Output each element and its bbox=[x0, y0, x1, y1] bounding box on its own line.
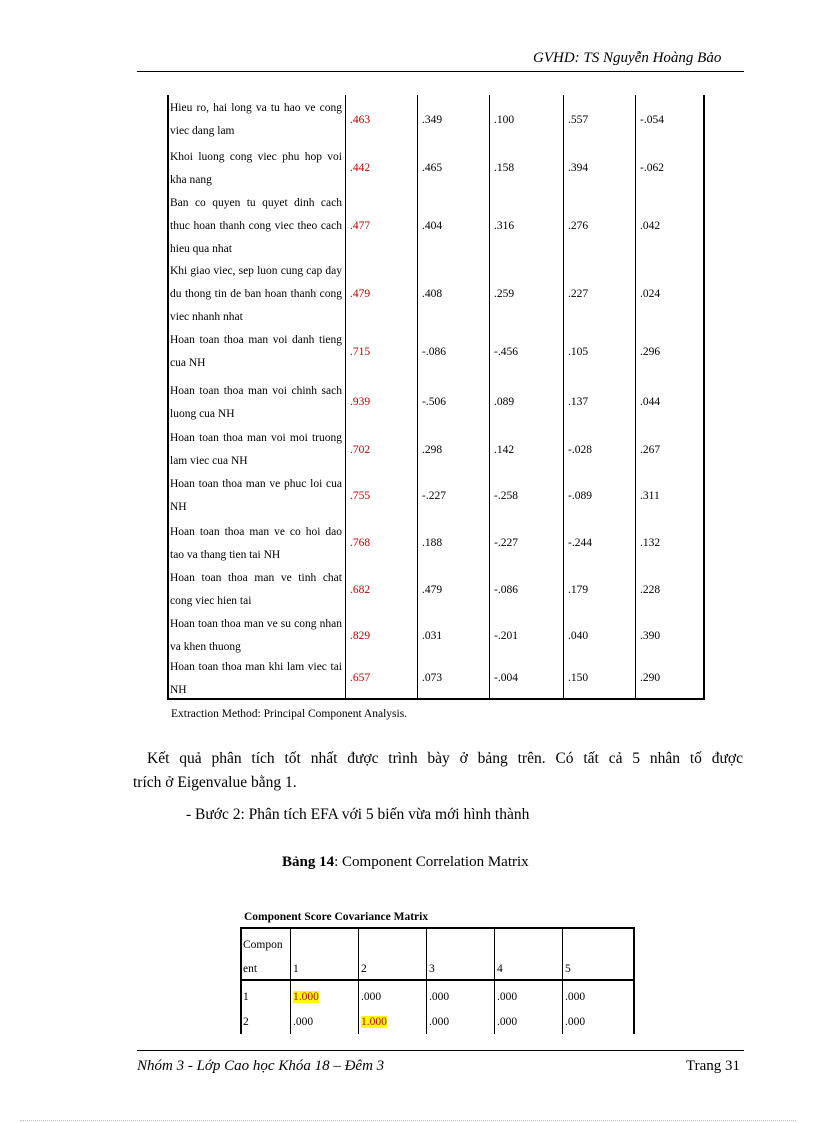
table-row bbox=[167, 377, 705, 428]
cov-col-header: 3 bbox=[429, 963, 435, 975]
page-header: GVHD: TS Nguyễn Hoàng Bảo bbox=[533, 50, 722, 66]
cell-component-5: -.054 bbox=[640, 114, 664, 126]
row-label: Khi giao viec, sep luon cung cap day du thong tin de ban hoan thanh cong viec nhanh nhat bbox=[170, 265, 342, 323]
cell-component-5: .228 bbox=[640, 584, 661, 596]
cell-component-1: .715 bbox=[350, 346, 371, 358]
cell-component-3: .100 bbox=[494, 114, 515, 126]
cov-col-divider bbox=[358, 929, 359, 1034]
row-label: Hieu ro, hai long va tu hao ve cong viec dang lam bbox=[170, 102, 342, 137]
cov-row-id: 1 bbox=[243, 991, 249, 1003]
cell-component-2: -.227 bbox=[422, 490, 446, 502]
cell-component-2: .188 bbox=[422, 537, 443, 549]
table-row bbox=[167, 428, 705, 472]
cell-component-3: .089 bbox=[494, 396, 515, 408]
cell-component-4: .040 bbox=[568, 630, 589, 642]
row-label: Hoan toan thoa man ve tinh chat cong viec hien tai bbox=[170, 572, 342, 607]
table-caption bbox=[282, 854, 529, 871]
extraction-note: Extraction Method: Principal Component Analysis. bbox=[171, 708, 408, 720]
cov-cell: .000 bbox=[565, 991, 586, 1003]
cell-component-5: .311 bbox=[640, 490, 660, 502]
cell-component-2: .031 bbox=[422, 630, 443, 642]
covariance-title: Component Score Covariance Matrix bbox=[244, 911, 429, 923]
cov-col-divider bbox=[562, 929, 563, 1034]
table-row bbox=[167, 192, 705, 261]
cell-component-5: .390 bbox=[640, 630, 661, 642]
cell-component-2: .408 bbox=[422, 288, 443, 300]
row-label: Hoan toan thoa man ve phuc loi cua NH bbox=[170, 478, 342, 513]
covariance-table bbox=[240, 927, 635, 1034]
cell-component-5: .132 bbox=[640, 537, 661, 549]
row-label: Hoan toan thoa man ve su cong nhan va khen thuong bbox=[170, 618, 342, 653]
cell-component-4: -.089 bbox=[568, 490, 592, 502]
cell-component-2: .479 bbox=[422, 584, 443, 596]
cell-component-5: .290 bbox=[640, 672, 661, 684]
cell-component-5: .267 bbox=[640, 444, 661, 456]
table-row bbox=[167, 145, 705, 192]
row-label: Hoan toan thoa man khi lam viec tai NH bbox=[170, 661, 342, 696]
cell-component-4: .150 bbox=[568, 672, 589, 684]
cov-header-label-2: ent bbox=[243, 963, 258, 975]
cell-component-1: .682 bbox=[350, 584, 371, 596]
cell-component-1: .939 bbox=[350, 396, 371, 408]
cov-cell: 1.000 bbox=[293, 991, 319, 1003]
cell-component-3: .316 bbox=[494, 220, 515, 232]
cell-component-4: .105 bbox=[568, 346, 589, 358]
cell-component-3: .158 bbox=[494, 162, 515, 174]
header-divider bbox=[137, 71, 744, 72]
row-label: Hoan toan thoa man ve co hoi dao tao va thang tien tai NH bbox=[170, 526, 342, 561]
cell-component-2: -.086 bbox=[422, 346, 446, 358]
cell-component-4: -.244 bbox=[568, 537, 592, 549]
page-number: Trang 31 bbox=[686, 1058, 741, 1074]
row-label: Hoan toan thoa man voi moi truong lam viec cua NH bbox=[170, 432, 342, 467]
paragraph-step2: - Bước 2: Phân tích EFA với 5 biến vừa mới hình thành bbox=[186, 806, 530, 823]
cell-component-4: .394 bbox=[568, 162, 589, 174]
cov-cell: 1.000 bbox=[361, 1016, 387, 1028]
table-row bbox=[167, 95, 705, 145]
table-row bbox=[167, 520, 705, 567]
cell-component-2: .349 bbox=[422, 114, 443, 126]
cov-cell: .000 bbox=[497, 991, 518, 1003]
paragraph-result: Kết quả phân tích tốt nhất được trình bày ở bảng trên. Có tất cả 5 nhân tố được bbox=[147, 750, 743, 767]
cov-cell: .000 bbox=[361, 991, 382, 1003]
cov-col-header: 5 bbox=[565, 963, 571, 975]
cov-col-header: 2 bbox=[361, 963, 367, 975]
cell-component-3: -.456 bbox=[494, 346, 518, 358]
cov-col-divider bbox=[426, 929, 427, 1034]
cell-component-1: .479 bbox=[350, 288, 371, 300]
cov-cell: .000 bbox=[429, 991, 450, 1003]
row-label: Hoan toan thoa man voi danh tieng cua NH bbox=[170, 334, 342, 369]
footer-group: Nhóm 3 - Lớp Cao học Khóa 18 – Đêm 3 bbox=[137, 1058, 385, 1074]
cell-component-1: .477 bbox=[350, 220, 371, 232]
caption-title: : Component Correlation Matrix bbox=[334, 854, 529, 870]
cov-header-label-1: Compon bbox=[243, 939, 283, 951]
cell-component-4: .179 bbox=[568, 584, 589, 596]
cell-component-5: .042 bbox=[640, 220, 661, 232]
cell-component-2: .073 bbox=[422, 672, 443, 684]
cell-component-4: .137 bbox=[568, 396, 589, 408]
cell-component-3: .142 bbox=[494, 444, 515, 456]
cell-component-1: .829 bbox=[350, 630, 371, 642]
row-label: Ban co quyen tu quyet dinh cach thuc hoan thanh cong viec theo cach hieu qua nhat bbox=[170, 197, 342, 255]
cell-component-3: -.086 bbox=[494, 584, 518, 596]
table-row bbox=[167, 261, 705, 327]
table-row bbox=[167, 327, 705, 377]
page-bottom-edge bbox=[20, 1120, 796, 1121]
paragraph-result-cont: trích ở Eigenvalue bằng 1. bbox=[133, 774, 297, 791]
cell-component-1: .768 bbox=[350, 537, 371, 549]
cov-cell: .000 bbox=[565, 1016, 586, 1028]
cell-component-4: -.028 bbox=[568, 444, 592, 456]
cell-component-1: .702 bbox=[350, 444, 371, 456]
cell-component-4: .227 bbox=[568, 288, 589, 300]
row-label: Khoi luong cong viec phu hop voi kha nang bbox=[170, 151, 342, 186]
cov-border-left bbox=[240, 929, 242, 1034]
cell-component-1: .755 bbox=[350, 490, 371, 502]
table-row bbox=[167, 659, 705, 698]
component-matrix-table bbox=[167, 95, 705, 698]
cell-component-3: -.227 bbox=[494, 537, 518, 549]
table-row bbox=[167, 613, 705, 659]
cov-col-header: 1 bbox=[293, 963, 299, 975]
cell-component-2: .298 bbox=[422, 444, 443, 456]
cell-component-4: .276 bbox=[568, 220, 589, 232]
cov-col-header: 4 bbox=[497, 963, 503, 975]
cell-component-3: -.201 bbox=[494, 630, 518, 642]
table-row bbox=[167, 567, 705, 613]
cov-cell: .000 bbox=[429, 1016, 450, 1028]
cell-component-1: .442 bbox=[350, 162, 371, 174]
cell-component-5: .024 bbox=[640, 288, 661, 300]
cov-cell: .000 bbox=[293, 1016, 314, 1028]
cov-row-id: 2 bbox=[243, 1016, 249, 1028]
cov-col-divider bbox=[290, 929, 291, 1034]
cell-component-2: -.506 bbox=[422, 396, 446, 408]
cell-component-3: -.258 bbox=[494, 490, 518, 502]
cov-header-separator bbox=[240, 979, 633, 981]
footer-divider bbox=[137, 1050, 744, 1051]
cell-component-5: -.062 bbox=[640, 162, 664, 174]
cell-component-2: .404 bbox=[422, 220, 443, 232]
cell-component-5: .296 bbox=[640, 346, 661, 358]
cell-component-5: .044 bbox=[640, 396, 661, 408]
cov-col-divider bbox=[494, 929, 495, 1034]
cov-cell: .000 bbox=[497, 1016, 518, 1028]
table-row bbox=[167, 472, 705, 520]
caption-label: Bảng 14 bbox=[282, 854, 335, 870]
cell-component-3: .259 bbox=[494, 288, 515, 300]
cell-component-1: .463 bbox=[350, 114, 371, 126]
cell-component-4: .557 bbox=[568, 114, 589, 126]
cell-component-1: .657 bbox=[350, 672, 371, 684]
row-label: Hoan toan thoa man voi chinh sach luong cua NH bbox=[170, 385, 342, 420]
cell-component-2: .465 bbox=[422, 162, 443, 174]
cell-component-3: -.004 bbox=[494, 672, 518, 684]
